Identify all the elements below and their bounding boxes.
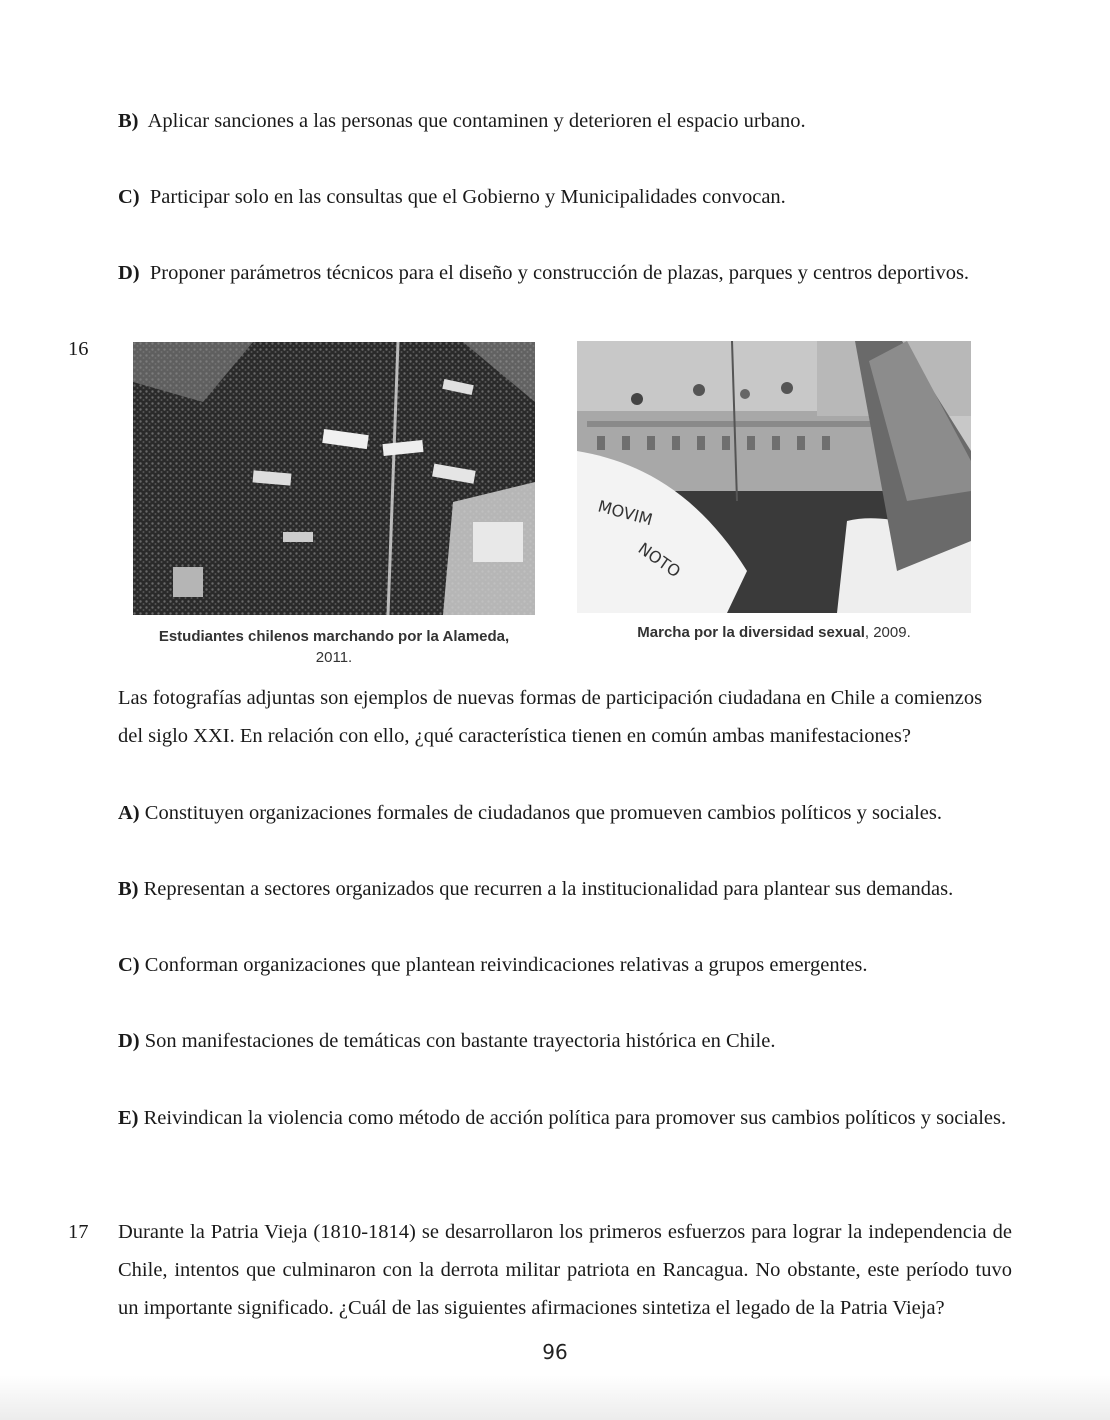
question-number-16: 16: [68, 338, 89, 360]
diversity-march-image: [577, 341, 971, 613]
option-b-prev: [118, 102, 806, 140]
svg-text:NOTO: NOTO: [634, 538, 685, 582]
question-17-text: Durante la Patria Vieja (1810-1814) se desarrollaron los primeros esfuerzos para lograr la independencia de Chile, intentos que culminaron con la derrota militar patriota en Rancagua. No obstante, este período tuvo un importante significado. ¿Cuál de las siguientes afirmaciones sintetiza el legado de la Patria Vieja?: [118, 1221, 1012, 1319]
photo-diversity-march: [577, 341, 971, 613]
question-16-stem-line-1: Las fotografías adjuntas son ejemplos de nuevas formas de participación ciudadana en Chile a comienzos: [118, 687, 983, 709]
page-number: 96: [542, 1340, 568, 1364]
option-text: Conforman organizaciones que plantean reivindicaciones relativas a grupos emergentes.: [144, 954, 868, 976]
option-e: [118, 1099, 1012, 1137]
option-letter: B): [118, 878, 139, 900]
option-letter: D): [118, 262, 140, 284]
option-letter: A): [118, 802, 140, 824]
option-a: [118, 794, 942, 832]
option-text: Aplicar sanciones a las personas que contaminen y deterioren el espacio urbano.: [147, 110, 806, 132]
option-text: Constituyen organizaciones formales de ciudadanos que promueven cambios políticos y sociales.: [144, 802, 942, 824]
question-16-stem-line-2: del siglo XXI. En relación con ello, ¿qué característica tienen en común ambas manifestaciones?: [118, 725, 911, 747]
option-d-prev: [118, 254, 969, 292]
option-text: Son manifestaciones de temáticas con bastante trayectoria histórica en Chile.: [144, 1030, 776, 1052]
option-letter: B): [118, 110, 139, 132]
question-number-17: 17: [68, 1221, 89, 1243]
photo-student-march: [133, 342, 535, 615]
option-b: [118, 870, 953, 908]
option-letter: C): [118, 186, 140, 208]
caption-title: Marcha por la diversidad sexual: [637, 624, 865, 641]
option-c-prev: [118, 178, 786, 216]
option-letter: C): [118, 954, 140, 976]
photo-caption-diversity-march: [577, 622, 971, 643]
caption-year: , 2009.: [864, 624, 911, 641]
option-letter: E): [118, 1107, 139, 1129]
option-d: [118, 1022, 775, 1060]
svg-text:MOVIM: MOVIM: [595, 496, 655, 530]
page-bottom-shadow: [0, 1375, 1110, 1420]
option-c: [118, 946, 868, 984]
option-text: Proponer parámetros técnicos para el diseño y construcción de plazas, parques y centros deportivos.: [149, 262, 970, 284]
caption-year: 2011.: [315, 649, 353, 666]
option-text: Representan a sectores organizados que recurren a la institucionalidad para plantear sus demandas.: [143, 878, 954, 900]
option-text: Reivindican la violencia como método de acción política para promover sus cambios políticos y sociales.: [143, 1107, 1007, 1129]
option-text: Participar solo en las consultas que el Gobierno y Municipalidades convocan.: [149, 186, 786, 208]
photo-caption-student-march: [133, 626, 535, 668]
student-march-image: [133, 342, 535, 615]
caption-title: Estudiantes chilenos marchando por la Alameda,: [158, 628, 510, 645]
option-letter: D): [118, 1030, 140, 1052]
